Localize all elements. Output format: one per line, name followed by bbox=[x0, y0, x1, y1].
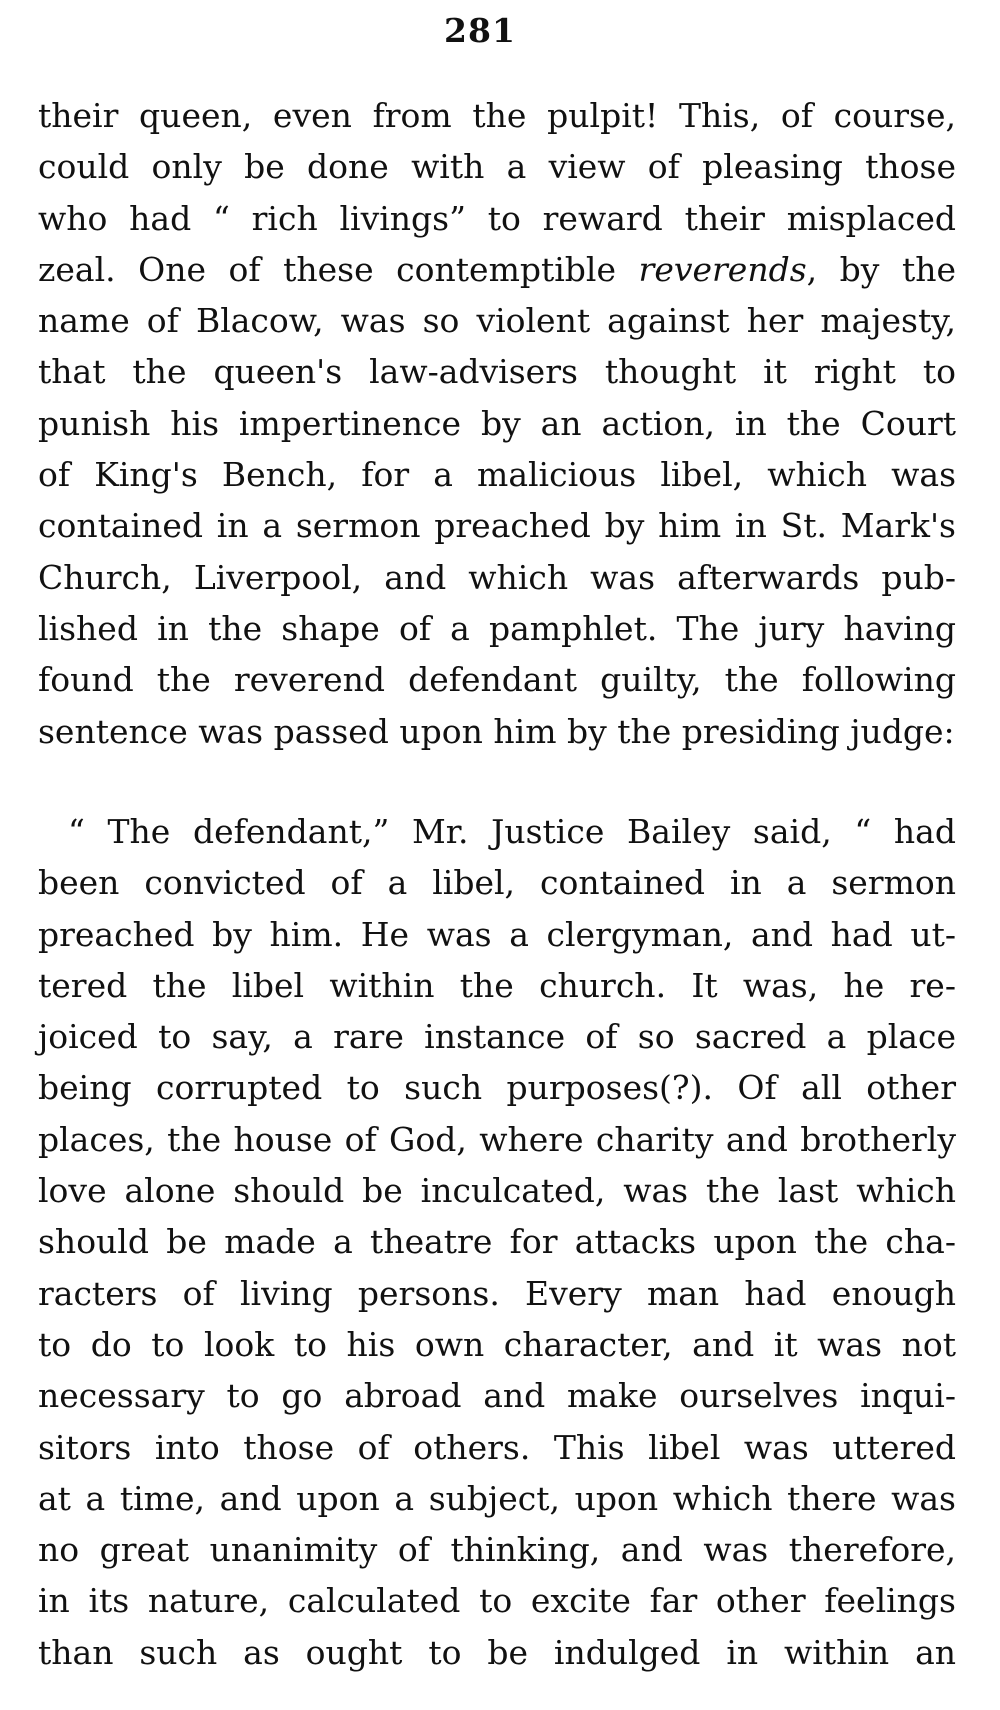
text-line: places, the house of God, where charity and brotherly bbox=[38, 1119, 956, 1159]
page-number: 281 bbox=[444, 11, 516, 50]
text-line: should be made a theatre for attacks upon the cha- bbox=[38, 1222, 956, 1262]
text-line: found the reverend defendant guilty, the following bbox=[38, 660, 956, 700]
text-line: contained in a sermon preached by him in St. Mark's bbox=[38, 506, 956, 546]
text-line: zeal. One of these contemptible reverends, by the bbox=[38, 249, 957, 289]
text-line: been convicted of a libel, contained in a sermon bbox=[38, 863, 956, 903]
text-line: Church, Liverpool, and which was afterwards pub- bbox=[38, 557, 956, 597]
text-line: “ The defendant,” Mr. Justice Bailey said, “ had bbox=[68, 812, 956, 851]
text-line: name of Blacow, was so violent against her majesty, bbox=[38, 301, 956, 341]
text-line: than such as ought to be indulged in within an bbox=[38, 1632, 956, 1672]
paragraph-1 bbox=[38, 90, 956, 757]
text-line: joiced to say, a rare instance of so sacred a place bbox=[38, 1017, 956, 1057]
paragraph-2 bbox=[38, 806, 956, 1678]
text-line: of King's Bench, for a malicious libel, which was bbox=[38, 455, 956, 495]
text-line: necessary to go abroad and make ourselves inqui- bbox=[38, 1376, 956, 1416]
text-line: preached by him. He was a clergyman, and had ut- bbox=[38, 914, 956, 954]
text-line: in its nature, calculated to excite far other feelings bbox=[38, 1581, 956, 1621]
text-line: who had “ rich livings” to reward their misplaced bbox=[38, 198, 956, 238]
text-line: being corrupted to such purposes(?). Of all other bbox=[38, 1068, 956, 1108]
text-line: sitors into those of others. This libel was uttered bbox=[38, 1427, 956, 1467]
text-line: lished in the shape of a pamphlet. The jury having bbox=[38, 608, 956, 648]
text-line: tered the libel within the church. It was, he re- bbox=[38, 965, 956, 1005]
text-line: at a time, and upon a subject, upon which there was bbox=[38, 1478, 956, 1518]
text-line: their queen, even from the pulpit! This, of course, bbox=[38, 96, 956, 135]
text-line: punish his impertinence by an action, in the Court bbox=[38, 403, 956, 443]
text-line: no great unanimity of thinking, and was therefore, bbox=[38, 1530, 956, 1570]
italic-word: reverends bbox=[638, 249, 807, 289]
text-line: to do to look to his own character, and it was not bbox=[38, 1324, 956, 1364]
text-line: could only be done with a view of pleasing those bbox=[38, 147, 956, 187]
text-line: racters of living persons. Every man had enough bbox=[38, 1273, 956, 1313]
text-line: that the queen's law-advisers thought it right to bbox=[38, 352, 956, 392]
text-line: sentence was passed upon him by the presiding judge: bbox=[38, 711, 955, 751]
text-line: love alone should be inculcated, was the last which bbox=[38, 1171, 956, 1211]
